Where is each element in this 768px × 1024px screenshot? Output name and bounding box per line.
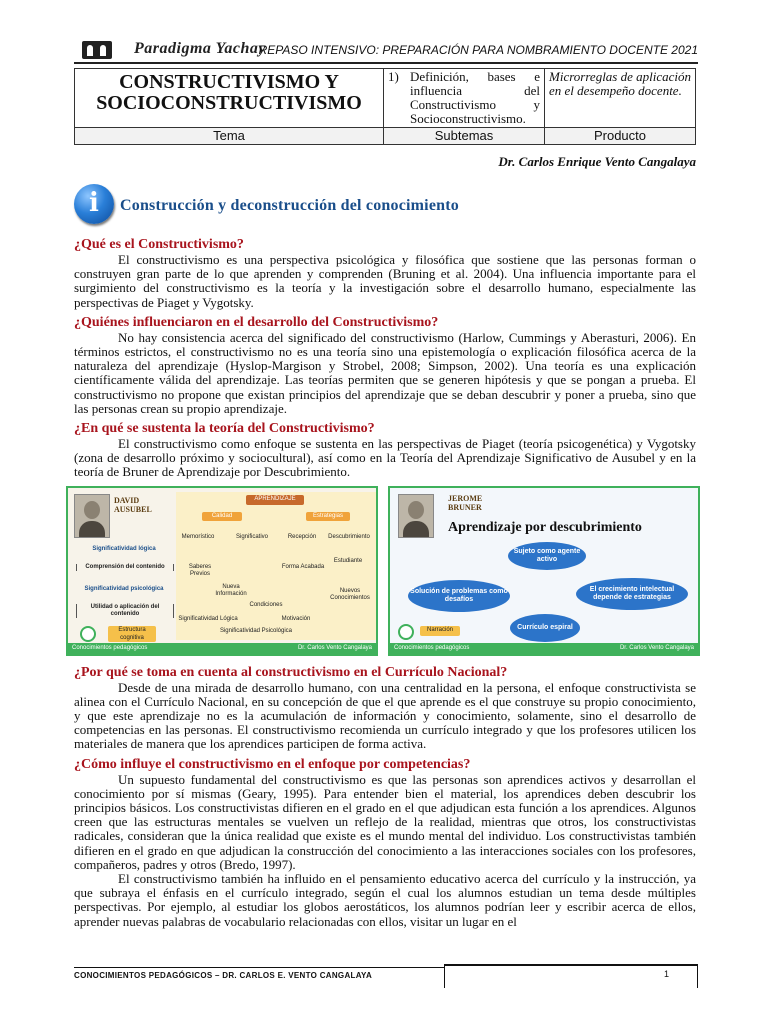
map-node: Recepción	[287, 533, 317, 540]
figure-footer-left: Conocimientos pedagógicos	[72, 644, 148, 651]
fig-label: Significatividad psicológica	[84, 585, 164, 592]
map-node: Estrategias	[306, 512, 350, 521]
bruner-node: Currículo espiral	[510, 614, 580, 642]
ausubel-name-2: AUSUBEL	[114, 504, 152, 514]
footer-box	[444, 964, 698, 988]
map-node: Significativo	[235, 533, 268, 540]
bruner-tag: Narración	[420, 626, 460, 636]
bruner-node: Sujeto como agente activo	[508, 542, 586, 570]
paragraph: El constructivismo también ha influido en el pensamiento educativo acerca del currículo y la instrucción, ya que subraya el énfasis en el currículo integrado, según el cual los alumnos estudian un tema desde múltiples perspectivas. Por ejemplo, al estudiar los globos aerostáticos, los alumnos podrían leer y escribir acerca de ellos, aprender nuevas palabras de vocabulario relacionadas con ellos, visitar un lugar en el	[74, 871, 696, 929]
section-title: Construcción y deconstrucción del conocimiento	[120, 197, 459, 214]
figure-footer	[68, 643, 376, 654]
info-icon-glyph: i	[89, 188, 99, 218]
subtopic-number: 1)	[388, 69, 399, 84]
content	[74, 236, 696, 929]
question-heading: ¿Por qué se toma en cuenta al constructivismo en el Currículo Nacional?	[74, 664, 508, 680]
map-node: Forma Acabada	[281, 563, 325, 570]
map-node: Memorístico	[181, 533, 215, 540]
paragraph: No hay consistencia acerca del significado del constructivismo (Harlow, Cummings y Aberasturi, 2006). En términos estrictos, el constructivismo no es una teoría sino una epistemología o explicación filosófica acerca de la naturaleza del aprendizaje (Hyslop-Margison y Strobel, 2008; Simpson, 2002). Una teoría es una explicación científicamente válida del aprendizaje. Las teorías permiten que se generen hipótesis y que se pongan a prueba. El constructivismo no propone que existan principios del aprendizaje que se deban descubrir y poner a prueba, sino que las personas crean su propio aprendizaje.	[74, 329, 696, 416]
paragraph: El constructivismo como enfoque se sustenta en las perspectivas de Piaget (teoría psicogenética) y Vygotsky (zona de desarrollo próximo y sociocultural), así como en la Teoría del Aprendizaje Significativo de Ausubel y en la teoría de Bruner de Aprendizaje por Descubrimiento.	[74, 436, 696, 480]
page-header	[74, 40, 698, 62]
logo-text: Paradigma Yachay	[134, 40, 267, 57]
header-title: REPASO INTENSIVO: PREPARACIÓN PARA NOMBRAMIENTO DOCENTE 2021	[258, 43, 698, 57]
footer-divider	[74, 967, 444, 968]
fig-label: Comprensión del contenido	[76, 564, 174, 571]
figure-footer-right: Dr. Carlos Vento Cangalaya	[619, 644, 694, 651]
topic-table	[74, 68, 696, 145]
header-divider	[74, 62, 698, 64]
figure-footer-right: Dr. Carlos Vento Cangalaya	[297, 644, 372, 651]
map-node: Descubrimiento	[328, 533, 370, 540]
question-heading: ¿Cómo influye el constructivismo en el enfoque por competencias?	[74, 756, 471, 772]
paragraph: El constructivismo es una perspectiva psicológica y filosófica que sostiene que las personas forman o construyen gran parte de lo que aprenden y comprenden (Bruning et al. 2004). Una influencia importante para el surgimiento del constructivismo es la teoría y la investigación sobre el desarrollo humano, especialmente las perspectivas de Piaget y Vygotsky.	[74, 252, 696, 310]
author-name: Dr. Carlos Enrique Vento Cangalaya	[498, 154, 696, 169]
map-node: Estudiante	[333, 557, 363, 564]
map-root: APRENDIZAJE	[246, 495, 304, 505]
map-node: Significatividad Psicológica	[219, 627, 293, 634]
bruner-title: Aprendizaje por descubrimiento	[448, 519, 642, 535]
map-node: Condiciones	[249, 601, 283, 608]
bruner-name-2: BRUNER	[448, 502, 482, 512]
ausubel-portrait	[74, 494, 110, 538]
footer-text: CONOCIMIENTOS PEDAGÓGICOS – DR. CARLOS E. VENTO CANGALAYA	[74, 971, 373, 980]
map-node: Saberes Previos	[188, 563, 212, 577]
question-heading: ¿En qué se sustenta la teoría del Constructivismo?	[74, 421, 375, 437]
bruner-name-1: JEROME	[448, 493, 483, 503]
figure-footer-left: Conocimientos pedagógicos	[394, 644, 470, 651]
logo-icon	[82, 41, 112, 59]
label-subtemas: Subtemas	[384, 128, 545, 145]
paragraph: Desde de una mirada de desarrollo humano, con una centralidad en la persona, el enfoque constructivista se alinea con el Currículo Nacional, en su concepción de que el que aprende es el que construye su propio conocimiento, y que este aprendizaje no es la acumulación de información y conocimiento, solamente, sino el desarrollo de competencias en las personas. El constructivismo recomienda un currículo integrado y que los profesores utilicen los materiales de manera que los aprendices participen de forma activa.	[74, 679, 696, 752]
fig-label: Estructura cognitiva	[108, 626, 156, 642]
fig-label: Significatividad lógica	[92, 545, 156, 552]
search-icon	[398, 624, 414, 640]
bruner-node: Solución de problemas como desafíos	[408, 580, 510, 612]
fig-label: Utilidad o aplicación del contenido	[76, 604, 174, 618]
map-node: Nuevos Conocimientos	[330, 587, 370, 601]
concept-map	[176, 492, 376, 640]
question-heading: ¿Quiénes influenciaron en el desarrollo del Constructivismo?	[74, 314, 439, 330]
figure-footer	[390, 643, 698, 654]
map-node: Nueva Información	[215, 583, 247, 597]
page-number: 1	[664, 969, 670, 979]
map-node: Calidad	[202, 512, 242, 521]
label-tema: Tema	[75, 128, 384, 145]
ausubel-figure	[66, 486, 378, 656]
label-producto: Producto	[545, 128, 696, 145]
paragraph: Un supuesto fundamental del constructivismo es que las personas son aprendices activos y desarrollan el conocimiento por sí mismas (Geary, 1995). Para entender bien el material, los aprendices deben descubrir los principios básicos. Los constructivistas difieren en el grado en el que adjudican esta función a los aprendices. Algunos creen que las estructuras mentales se vuelven un reflejo de la realidad, mientras que otros, los constructivistas radicales, consideran que la única realidad que existe es el mundo mental del individuo. Los constructivistas también difieren en el grado en que adjudican la construcción del conocimiento a las interacciones sociales con los profesores, compañeros, padres y otros (Bredo, 1997).	[74, 771, 696, 872]
topic-title: CONSTRUCTIVISMO Y SOCIOCONSTRUCTIVISMO	[75, 69, 384, 128]
question-heading: ¿Qué es el Constructivismo?	[74, 237, 244, 252]
map-node: Significatividad Lógica	[178, 615, 238, 622]
search-icon	[80, 626, 96, 642]
ausubel-name-1: DAVID	[114, 495, 140, 505]
product-cell: Microrreglas de aplicación en el desempeño docente.	[545, 69, 696, 128]
bruner-portrait	[398, 494, 434, 538]
info-icon	[74, 184, 114, 224]
map-node: Motivación	[281, 615, 311, 622]
bruner-figure	[388, 486, 700, 656]
figures-row	[74, 486, 696, 656]
bruner-node: El crecimiento intelectual depende de estrategias	[576, 578, 688, 610]
subtopic-cell	[384, 69, 545, 128]
subtopic-text: Definición, bases e influencia del Constructivismo y Socioconstructivismo.	[410, 69, 540, 126]
